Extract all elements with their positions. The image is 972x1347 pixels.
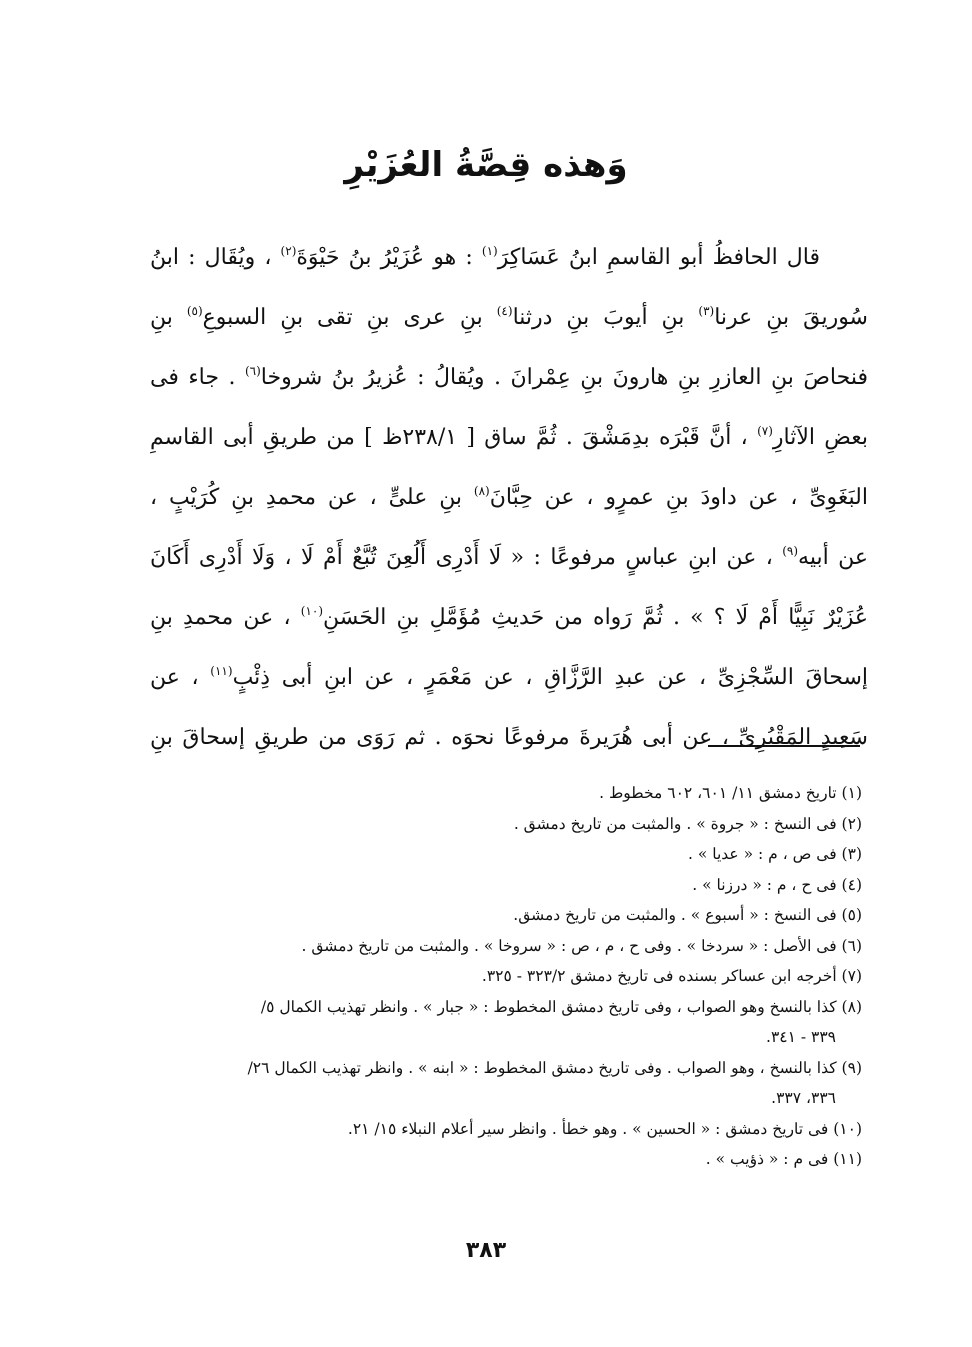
body-line [150,288,868,348]
footnote [230,931,862,962]
body-text-run: ، عن ابنِ عباسٍ مرفوعًا : « لَا أَدْرِى أَلُعِنَ تُبَّعٌ أَمْ لَا ، وَلَا أَدْرِى أَكَانَ [150,545,783,570]
footnote-text: (٣) فى ص ، م : « عديا » . [688,845,862,863]
body-line [150,708,868,768]
footnote-marker: (٤) [496,304,513,318]
body-text-run: سُوريقَ بنِ عرنا [714,305,868,330]
body-text [150,228,868,768]
body-line [150,528,868,588]
footnote [230,961,862,992]
footnote-marker: (١٠) [300,604,323,618]
footnote-text: (٧) أخرجه ابن عساكر بسنده فى تاريخ دمشق ٣٢٣/٢ - ٣٢٥. [481,967,862,985]
body-text-run: ، ويُقَال : ابنُ [150,245,281,270]
body-text-run: بنِ عرى بنِ تقى بنِ السبوعِ [202,305,497,330]
body-line [150,588,868,648]
body-text-run: بنِ [150,305,187,330]
footnote-marker: (٧) [757,424,773,438]
footnote-text: (٢) فى النسخ : « جروة » . والمثبت من تاريخ دمشق . [513,814,862,833]
footnote-marker: (٥) [186,304,203,318]
footnote-continuation: ٣٣٦، ٣٣٧. [771,1089,836,1107]
footnote [230,778,862,809]
body-text-run: . جاء فى [150,365,245,390]
body-text-run: فنحاصَ بنِ العازرِ بنِ هارونَ بنِ عِمْرانَ . ويُقالُ : عُزيرُ بنُ شروخا [260,365,868,390]
footnote [230,1114,862,1145]
body-text-run: عن أبيه [798,545,868,570]
body-text-run: ، أنَّ قَبْرَه بدِمَشْقَ . ثُمَّ ساق [ ٢٣٨/١ظ ] من طريقِ أبى القاسمِ [150,425,758,450]
footnote [230,839,862,870]
footnote-text: (٩) كذا بالنسخ ، وهو الصواب . وفى تاريخ دمشق المخطوط : « ابنه » . وانظر تهذيب الكمال ٢٦/ [247,1058,862,1077]
footnote-text: (٨) كذا بالنسخ وهو الصواب ، وفى تاريخ دمشق المخطوط : « جبار » . وانظر تهذيب الكمال ٥/ [260,997,862,1016]
page-number: ٣٨٣ [465,1238,507,1263]
footnote-marker: (٣) [698,304,715,318]
footnote-marker: (٦) [244,364,261,378]
body-line [150,648,868,708]
footnote [230,1144,862,1175]
footnote-separator [708,745,860,747]
footnote-marker: (٨) [473,484,490,498]
body-text-run: إسحاقَ السِّجْزِىِّ ، عن عبدِ الرَّزَّاقِ ، عن مَعْمَرٍ ، عن ابنِ أبى ذِئْبٍ [232,665,868,690]
body-text-run: ، عن محمدِ بنِ [150,605,301,630]
footnote [230,809,862,840]
body-text-run: سَعِيدٍ المَقْبُرِىِّ ، عن أبى هُرَيرةَ مرفوعًا نحوَه . ثم رَوَى من طريقِ إسحاقَ بنِ [150,725,868,750]
footnote-marker: (٩) [782,544,799,558]
footnote [230,870,862,901]
footnote-marker: (١١) [210,664,233,678]
chapter-title: وَهذه قِصَّةُ العُزَيْرِ [344,145,628,185]
footnote-text: (٦) فى الأصل : « سردخا » . وفى ح ، م ، ص : « سروخا » . والمثبت من تاريخ دمشق . [301,936,862,955]
body-text-run: عُزَيْرٌ نَبِيًّا أَمْ لَا ؟ » . ثُمَّ رَواه من حَديثِ مُؤَمَّلِ بنِ الحَسَنِ [323,605,868,630]
body-text-run: قال الحافظُ أبو القاسمِ ابنُ عَسَاكِرَ [497,245,821,270]
body-text-run: البَغَوِىِّ ، عن داودَ بنِ عمرٍو ، عن حِبَّانَ [489,485,868,510]
footnote-marker: (١) [481,244,498,258]
body-text-run: : هو عُزَيْرُ بنُ حَيْوَةَ [296,245,482,270]
footnotes [230,778,862,1175]
body-text-run: بعضِ الآثارِ [772,425,868,450]
footnote [230,992,862,1053]
body-line [150,348,868,408]
footnote-text: (٥) فى النسخ : « أسبوع » . والمثبت من تاريخ دمشق. [513,906,862,924]
footnote-text: (١٠) فى تاريخ دمشق : « الحسين » . وهو خطأ . وانظر سير أعلام النبلاء ١٥/ ٢١. [347,1119,862,1138]
footnote-text: (٤) فى ح ، م : « درزنا » . [692,875,862,894]
footnote-marker: (٢) [280,244,297,258]
footnote-text: (١) تاريخ دمشق ١١/ ٦٠١، ٦٠٢ مخطوط . [599,784,862,802]
body-text-run: بنِ علىٍّ ، عن محمدِ بنِ كُرَيْبٍ ، [150,485,474,510]
footnote [230,1053,862,1114]
footnote-continuation: ٣٣٩ - ٣٤١. [766,1028,836,1046]
footnote-text: (١١) فى م : « ذؤيب » . [705,1150,862,1168]
body-text-run: ، عن [150,665,211,690]
body-line [150,228,868,288]
footnote [230,900,862,931]
body-text-run: بنِ أيوبَ بنِ درثنا [512,305,699,330]
body-line [150,408,868,468]
body-line [150,468,868,528]
